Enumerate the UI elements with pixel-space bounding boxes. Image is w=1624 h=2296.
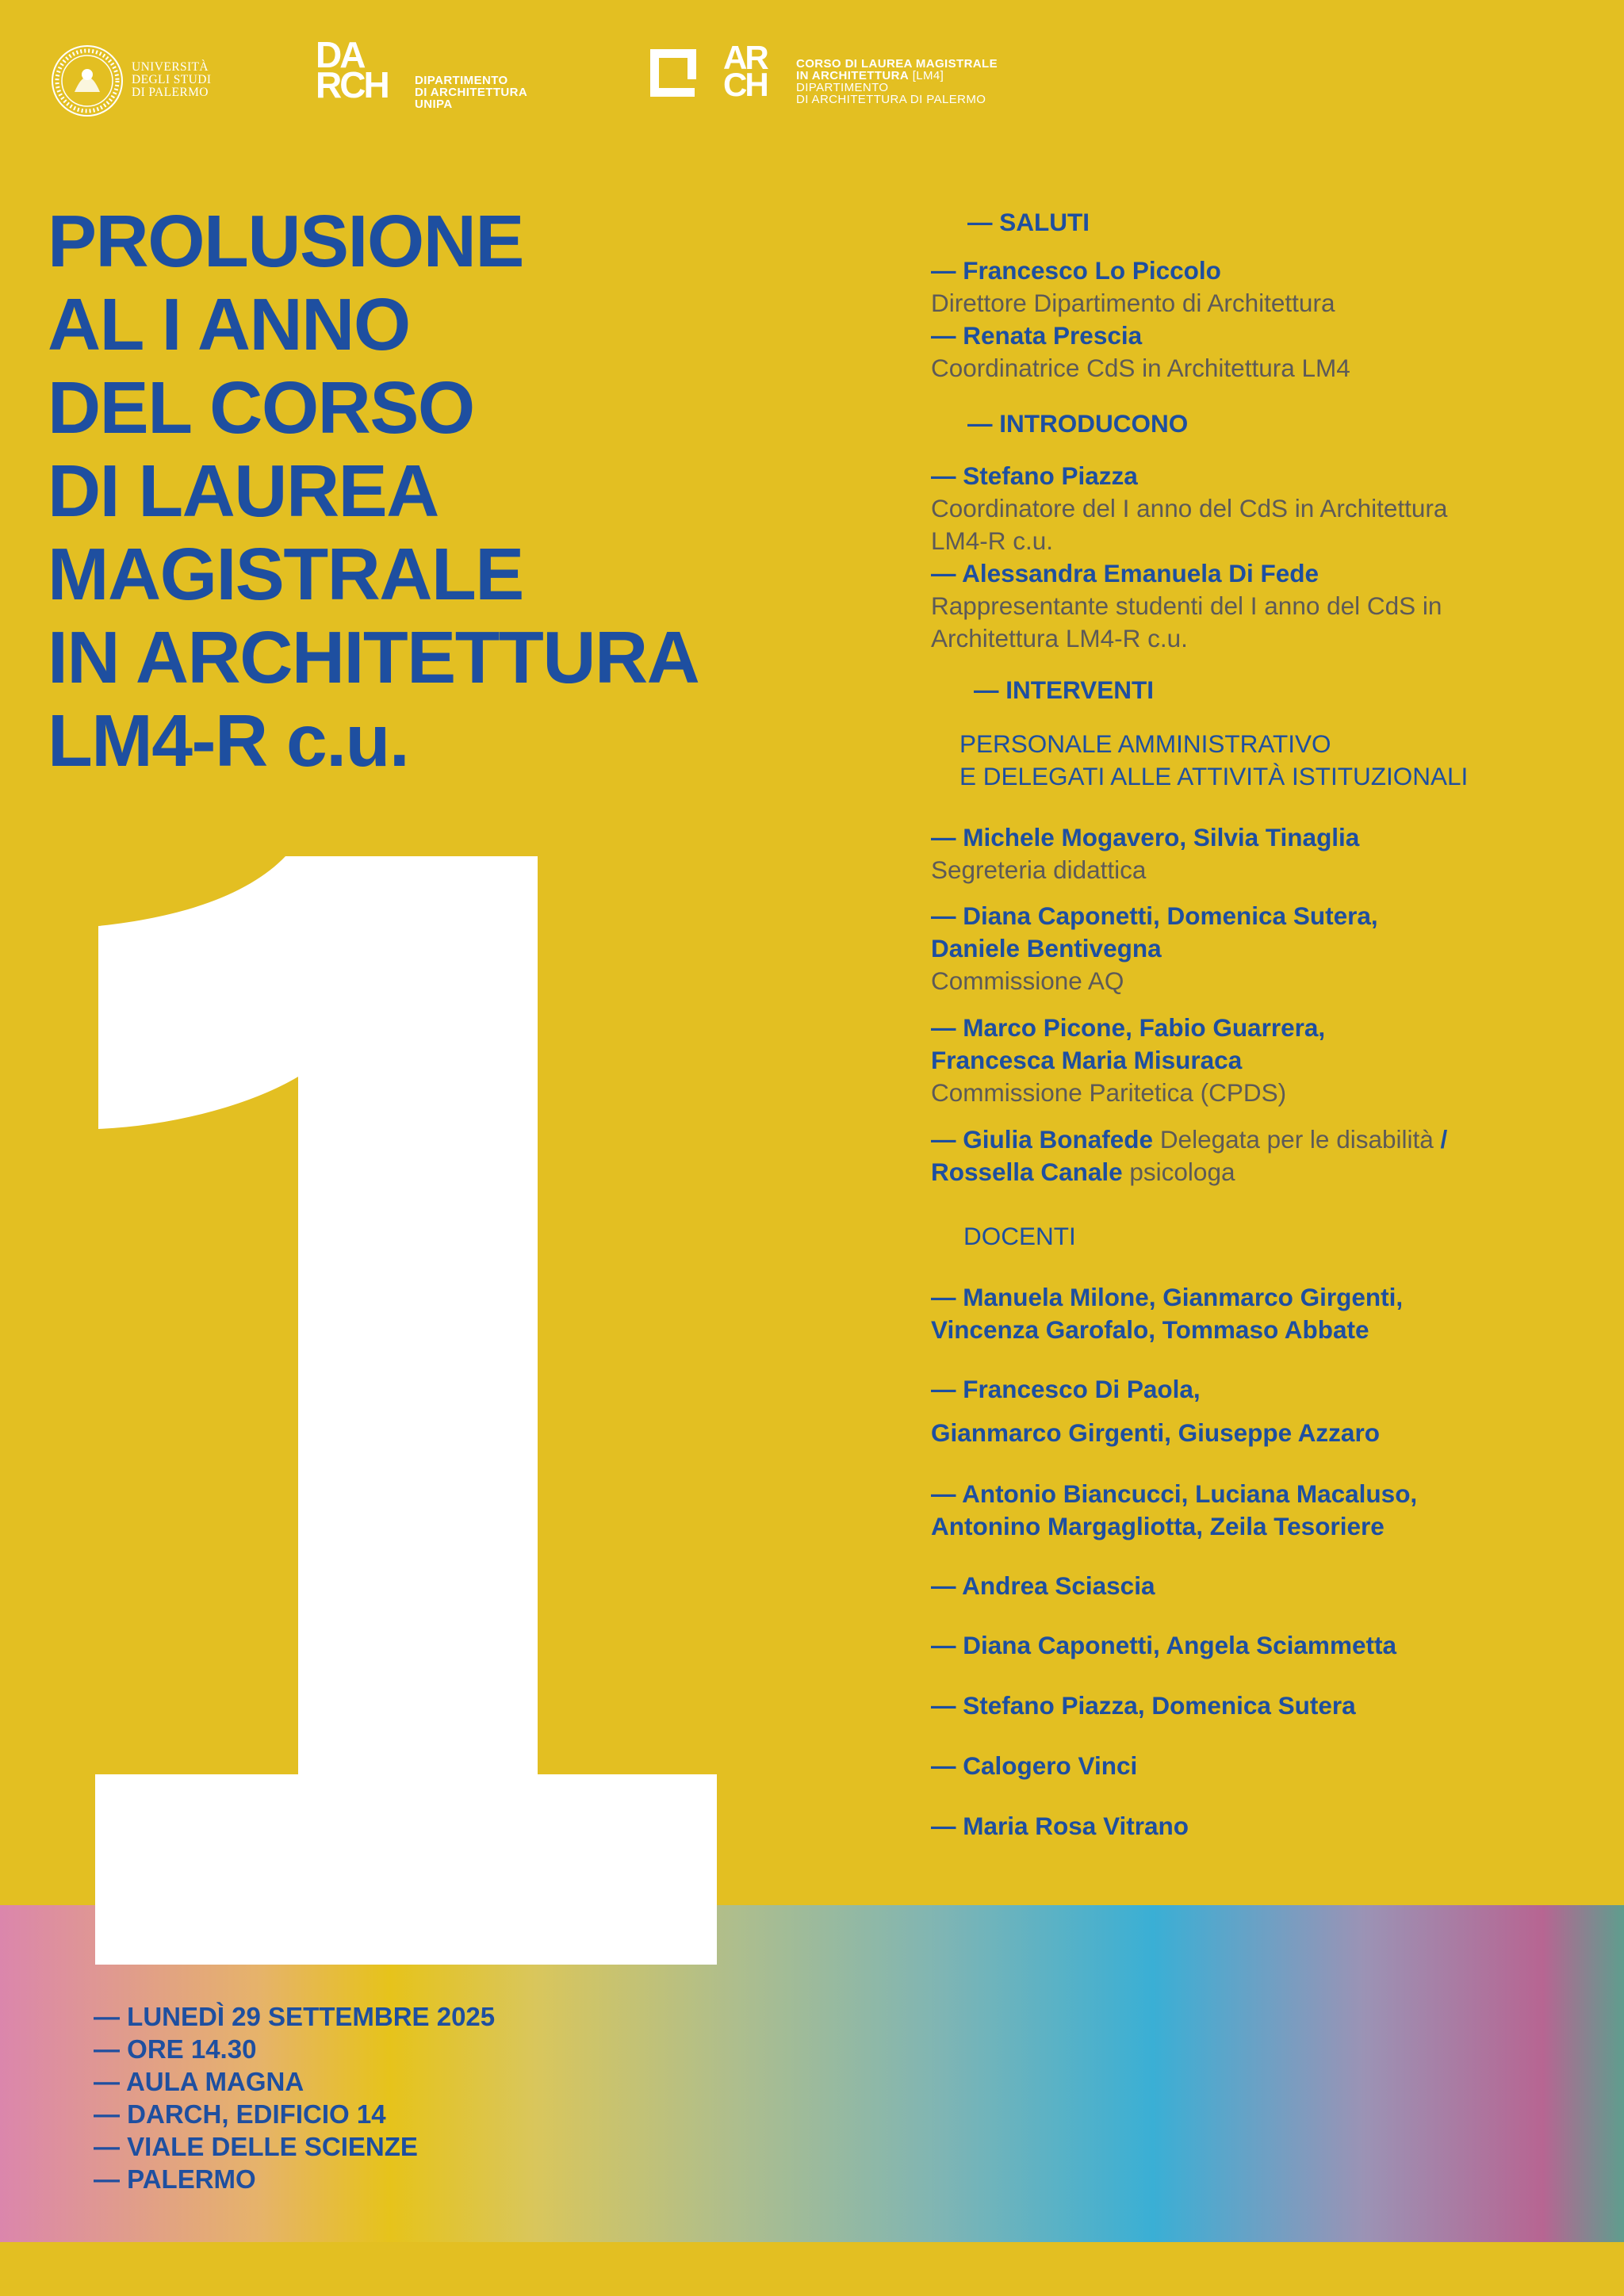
speaker-name: Francesca Maria Misuraca bbox=[931, 1046, 1243, 1074]
event-room: — AULA MAGNA bbox=[94, 2067, 304, 2096]
teacher-names: — Calogero Vinci bbox=[931, 1751, 1138, 1780]
subsection-heading: E DELEGATI ALLE ATTIVITÀ ISTITUZIONALI bbox=[959, 762, 1469, 790]
speaker-name: — Alessandra Emanuela Di Fede bbox=[931, 559, 1320, 587]
speaker-role: Coordinatore del I anno del CdS in Architettura bbox=[931, 494, 1448, 522]
section-heading-interventi: — INTERVENTI bbox=[974, 675, 1154, 704]
darch-department-name: DIPARTIMENTO DI ARCHITETTURA UNIPA bbox=[415, 74, 528, 111]
event-street: — VIALE DELLE SCIENZE bbox=[94, 2132, 418, 2161]
speaker-role: Commissione Paritetica (CPDS) bbox=[931, 1078, 1287, 1107]
numeral-one-shape bbox=[95, 856, 717, 1965]
arch-logo: AR CH bbox=[723, 39, 767, 103]
teacher-names: Antonino Margagliotta, Zeila Tesoriere bbox=[931, 1512, 1385, 1540]
event-time: — ORE 14.30 bbox=[94, 2034, 257, 2064]
teacher-names: Gianmarco Girgenti, Giuseppe Azzaro bbox=[931, 1418, 1380, 1447]
numeral-one-label: 1 bbox=[0, 0, 1, 1]
teacher-names: — Diana Caponetti, Angela Sciammetta bbox=[931, 1631, 1396, 1659]
teacher-names: — Stefano Piazza, Domenica Sutera bbox=[931, 1691, 1356, 1720]
speaker-name: — Francesco Lo Piccolo bbox=[931, 256, 1221, 285]
speaker-name: — Diana Caponetti, Domenica Sutera, bbox=[931, 901, 1378, 930]
page-title: PROLUSIONE AL I ANNO DEL CORSO DI LAUREA MAGISTRALE IN ARCHITETTURA LM4-R c.u. bbox=[48, 200, 699, 782]
speaker-role: Coordinatrice CdS in Architettura LM4 bbox=[931, 354, 1350, 382]
section-heading-saluti: — SALUTI bbox=[967, 208, 1090, 236]
separator: / bbox=[1440, 1125, 1448, 1154]
section-heading-docenti: DOCENTI bbox=[963, 1222, 1076, 1250]
speaker-role: Segreteria didattica bbox=[931, 855, 1147, 884]
university-name: UNIVERSITÀ DEGLI STUDI DI PALERMO bbox=[132, 60, 212, 99]
speaker-name: — Giulia Bonafede bbox=[931, 1125, 1154, 1154]
teacher-names: — Antonio Biancucci, Luciana Macaluso, bbox=[931, 1479, 1418, 1508]
event-city: — PALERMO bbox=[94, 2164, 256, 2194]
darch-logo: DA RCH bbox=[316, 34, 388, 105]
teacher-names: — Francesco Di Paola, bbox=[931, 1375, 1201, 1403]
speaker-name: — Renata Prescia bbox=[931, 321, 1143, 350]
speaker-name: — Michele Mogavero, Silvia Tinaglia bbox=[931, 823, 1360, 851]
speaker-role: Architettura LM4-R c.u. bbox=[931, 624, 1188, 652]
speaker-name: — Stefano Piazza bbox=[931, 461, 1138, 490]
arch-course-name: CORSO DI LAUREA MAGISTRALE IN ARCHITETTURA [LM4] DIPARTIMENTO DI ARCHITETTURA DI PALERMO bbox=[796, 57, 998, 106]
speaker-role: Delegata per le disabilità bbox=[1159, 1125, 1434, 1154]
speaker-name: Daniele Bentivegna bbox=[931, 934, 1162, 962]
teacher-names: Vincenza Garofalo, Tommaso Abbate bbox=[931, 1315, 1369, 1344]
teacher-names: — Maria Rosa Vitrano bbox=[931, 1812, 1189, 1840]
teacher-names: — Manuela Milone, Gianmarco Girgenti, bbox=[931, 1283, 1404, 1311]
section-heading-introducono: — INTRODUCONO bbox=[967, 409, 1189, 438]
event-details bbox=[94, 2000, 495, 2195]
speaker-line bbox=[931, 1156, 1235, 1188]
speaker-role: Direttore Dipartimento di Architettura bbox=[931, 289, 1335, 317]
speaker-role: psicologa bbox=[1129, 1158, 1235, 1186]
event-date: — LUNEDÌ 29 SETTEMBRE 2025 bbox=[94, 2002, 496, 2031]
speaker-role: Commissione AQ bbox=[931, 966, 1124, 995]
teacher-names: — Andrea Sciascia bbox=[931, 1571, 1155, 1600]
speaker-name: Rossella Canale bbox=[931, 1158, 1123, 1186]
speaker-role: LM4-R c.u. bbox=[931, 526, 1054, 555]
speaker-role: Rappresentante studenti del I anno del CdS in bbox=[931, 591, 1442, 620]
speaker-name: — Marco Picone, Fabio Guarrera, bbox=[931, 1013, 1326, 1042]
event-building: — DARCH, EDIFICIO 14 bbox=[94, 2099, 386, 2129]
subsection-heading: PERSONALE AMMINISTRATIVO bbox=[959, 729, 1331, 758]
speaker-line bbox=[931, 1123, 1447, 1156]
